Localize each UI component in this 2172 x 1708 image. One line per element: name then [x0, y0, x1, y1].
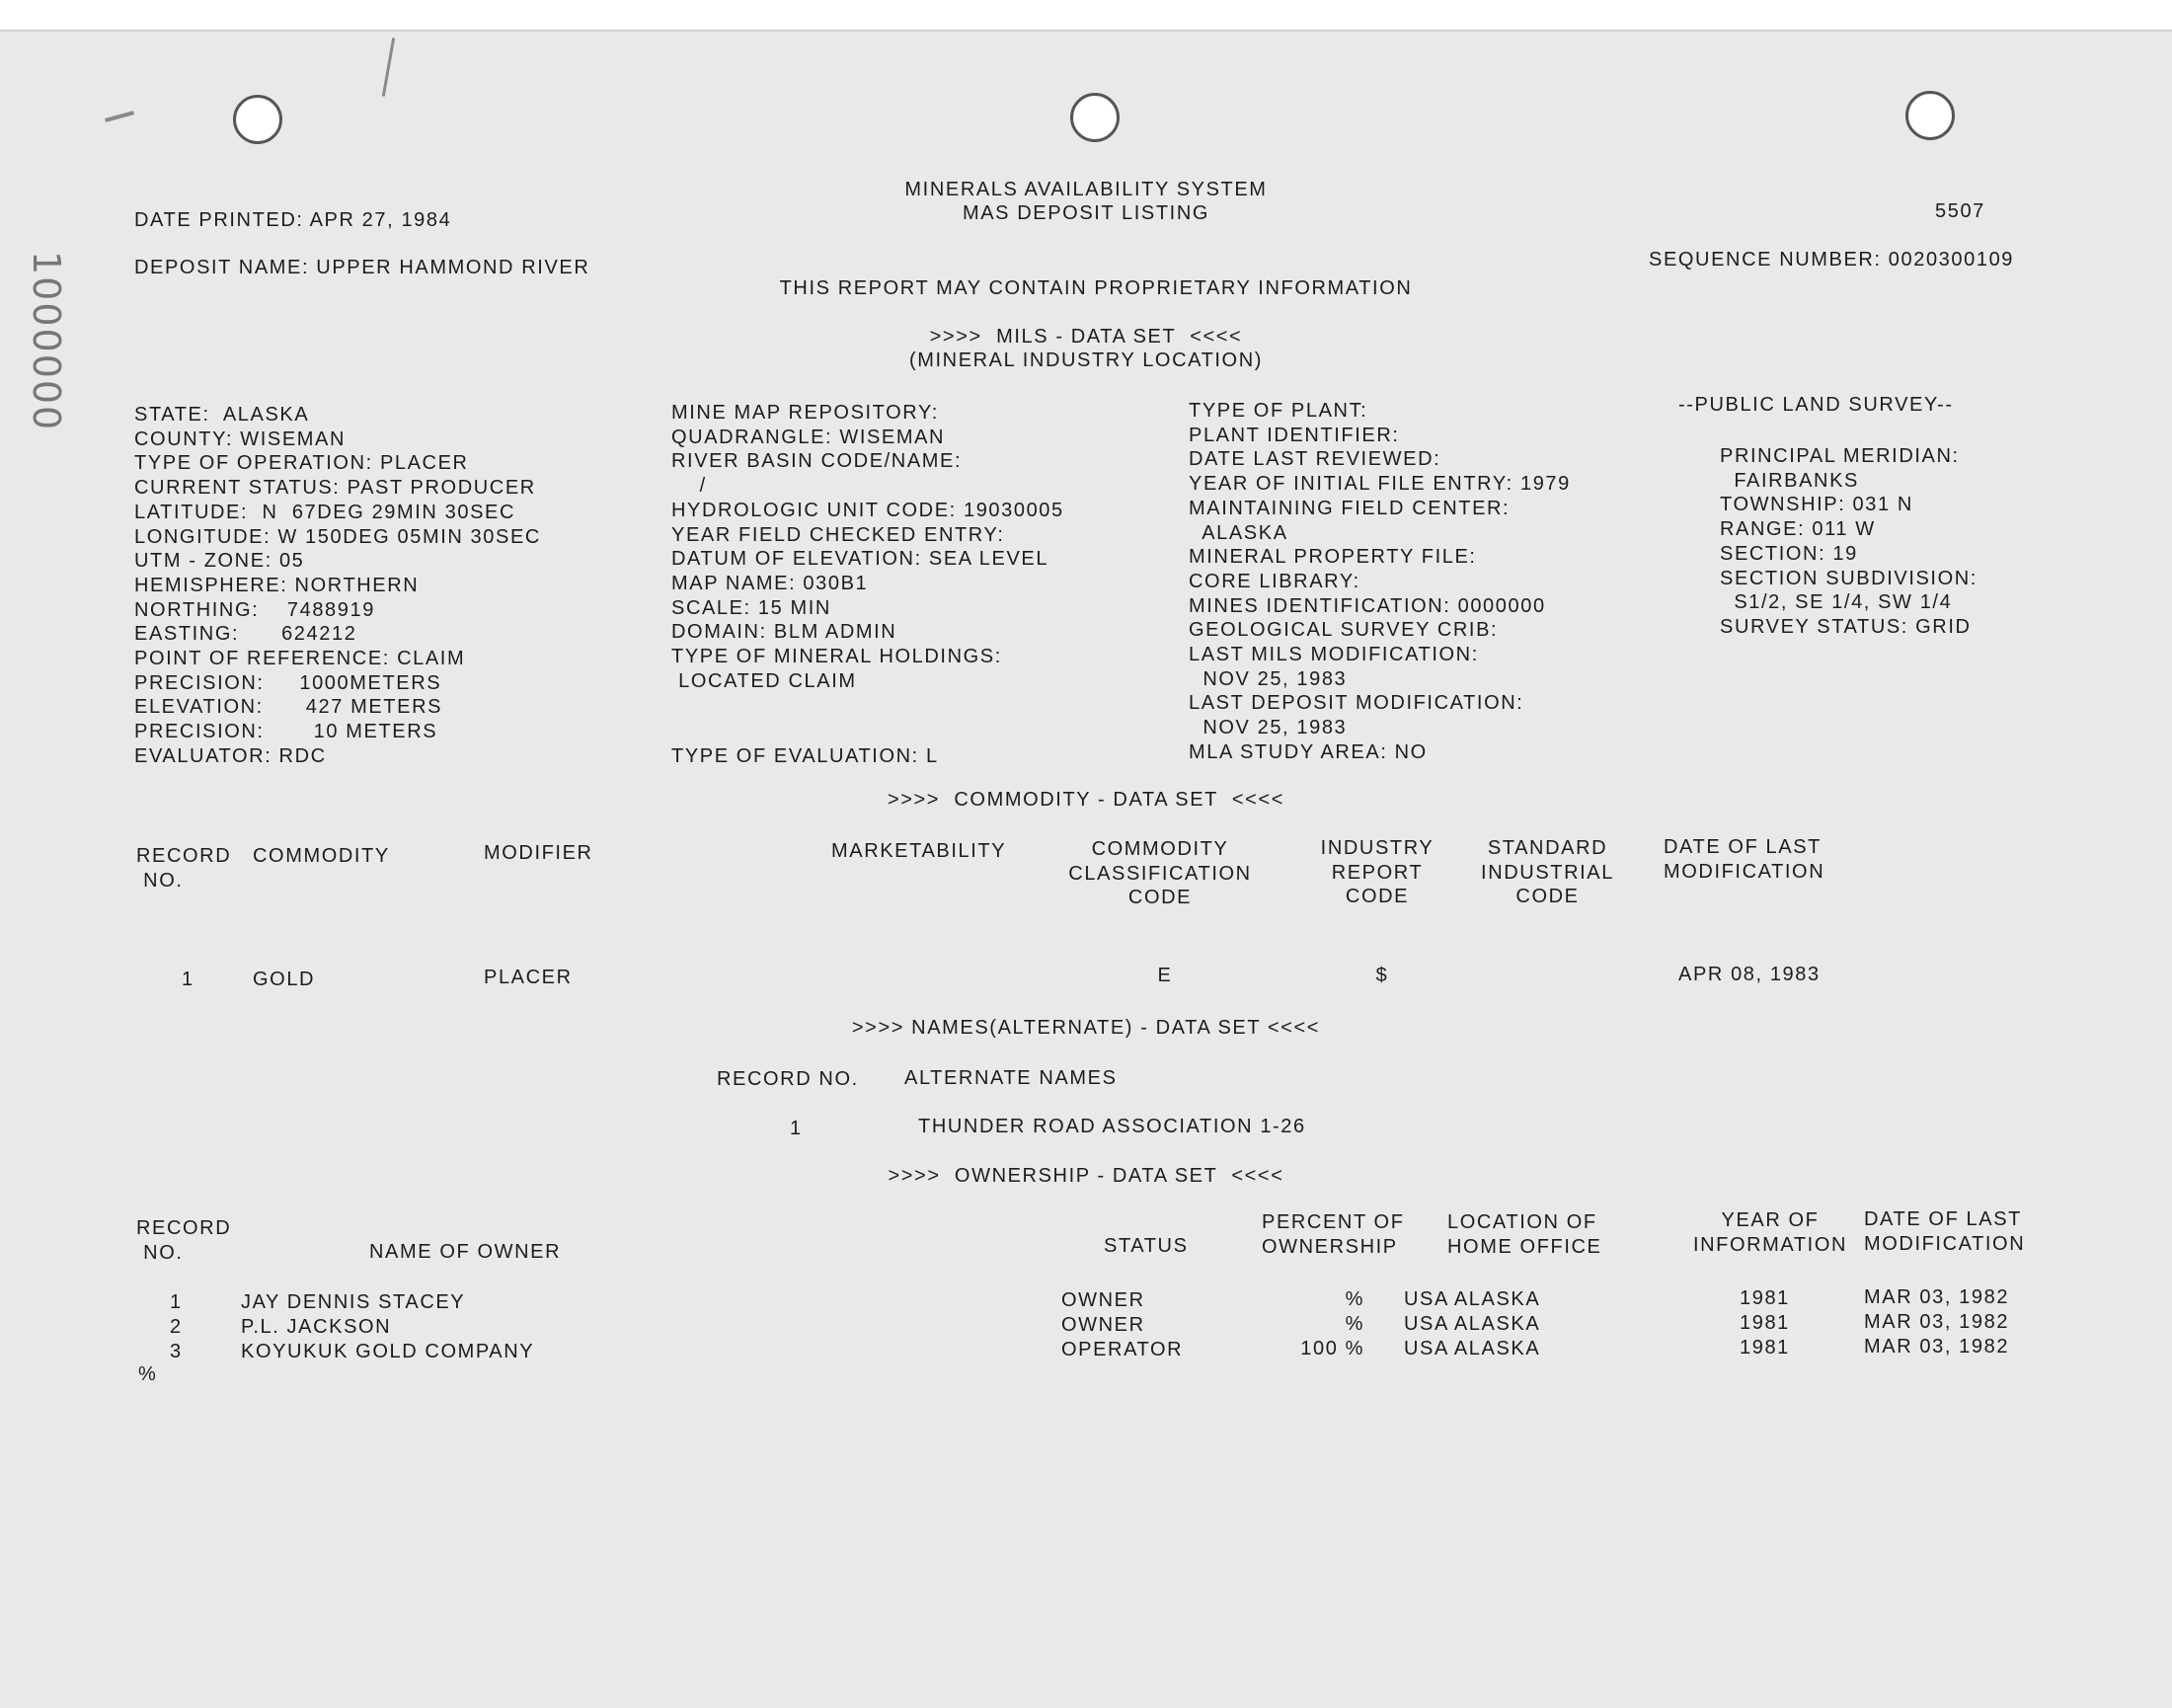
commodity-header-marketability: MARKETABILITY: [831, 840, 1007, 862]
owner-name: KOYUKUK GOLD COMPANY: [241, 1341, 535, 1362]
owner-percent: %: [1345, 1288, 1364, 1310]
mils-field: LATITUDE: N 67DEG 29MIN 30SEC: [134, 501, 515, 523]
ownership-header-name: NAME OF OWNER: [369, 1241, 562, 1263]
system-title: MINERALS AVAILABILITY SYSTEM: [904, 179, 1268, 200]
mils-field: EASTING: 624212: [134, 623, 357, 646]
deposit-name: DEPOSIT NAME: UPPER HAMMOND RIVER: [134, 257, 590, 278]
mils-field: MINE MAP REPOSITORY:: [671, 402, 939, 424]
listing-trailer: %: [138, 1363, 158, 1385]
ownership-heading: >>>> OWNERSHIP - DATA SET <<<<: [888, 1165, 1284, 1187]
names-header-alternate: ALTERNATE NAMES: [904, 1067, 1118, 1089]
commodity-header-record: RECORD NO.: [136, 845, 232, 892]
mils-field: HYDROLOGIC UNIT CODE: 19030005: [671, 499, 1064, 521]
mils-field: PRECISION: 10 METERS: [134, 721, 438, 743]
mils-field: COUNTY: WISEMAN: [134, 427, 347, 450]
commodity-header-modifier: MODIFIER: [484, 842, 593, 864]
owner-name: JAY DENNIS STACEY: [241, 1291, 466, 1313]
commodity-record-no: 1: [182, 969, 194, 990]
mils-field: MINERAL PROPERTY FILE:: [1189, 546, 1477, 569]
mils-field: LAST MILS MODIFICATION:: [1189, 644, 1479, 665]
ownership-record-no: 2: [170, 1316, 183, 1338]
mils-field: ALASKA: [1189, 521, 1288, 544]
commodity-classification-code: E: [1157, 965, 1173, 986]
mils-subheading: (MINERAL INDUSTRY LOCATION): [908, 349, 1264, 371]
names-header-record: RECORD NO.: [717, 1068, 859, 1090]
ownership-header-status: STATUS: [1104, 1235, 1189, 1257]
commodity-heading: >>>> COMMODITY - DATA SET <<<<: [887, 789, 1285, 811]
ownership-header-location: LOCATION OF HOME OFFICE: [1447, 1211, 1602, 1258]
punch-hole-center: [1070, 93, 1120, 142]
pen-mark-left: [105, 111, 134, 122]
mils-field: TOWNSHIP: 031 N: [1720, 494, 1913, 516]
mils-field: SURVEY STATUS: GRID: [1720, 615, 1972, 638]
public-land-survey-heading: --PUBLIC LAND SURVEY--: [1678, 394, 1954, 416]
printout-page: [0, 30, 2172, 1708]
mils-field: LONGITUDE: W 150DEG 05MIN 30SEC: [134, 525, 541, 548]
owner-year: 1981: [1740, 1337, 1790, 1359]
mils-field: /: [671, 475, 707, 498]
alternate-name: THUNDER ROAD ASSOCIATION 1-26: [918, 1116, 1306, 1137]
page-number: 5507: [1935, 200, 1985, 222]
owner-percent: %: [1345, 1313, 1364, 1335]
commodity-name: GOLD: [253, 969, 316, 990]
mils-field: STATE: ALASKA: [134, 404, 310, 426]
mils-field: TYPE OF OPERATION: PLACER: [134, 452, 469, 475]
mils-field: MAP NAME: 030B1: [671, 572, 869, 594]
owner-location: USA ALASKA: [1404, 1288, 1541, 1310]
commodity-industry-code: $: [1375, 965, 1389, 986]
owner-date: MAR 03, 1982: [1864, 1336, 2010, 1358]
mils-field: MAINTAINING FIELD CENTER:: [1189, 497, 1511, 519]
mils-field: DATE LAST REVIEWED:: [1189, 448, 1441, 471]
mils-field: LAST DEPOSIT MODIFICATION:: [1189, 692, 1524, 715]
mils-field: DOMAIN: BLM ADMIN: [671, 621, 897, 644]
mils-heading: >>>> MILS - DATA SET <<<<: [929, 326, 1243, 348]
sequence-number: SEQUENCE NUMBER: 0020300109: [1649, 249, 2015, 271]
owner-year: 1981: [1740, 1312, 1790, 1334]
owner-status: OWNER: [1061, 1289, 1145, 1311]
owner-name: P.L. JACKSON: [241, 1316, 392, 1338]
mils-field: EVALUATOR: RDC: [134, 744, 327, 767]
mils-field: QUADRANGLE: WISEMAN: [671, 426, 946, 448]
owner-date: MAR 03, 1982: [1864, 1311, 2010, 1333]
commodity-header-industry-code: INDUSTRY REPORT CODE: [1320, 837, 1435, 908]
commodity-header-sic: STANDARD INDUSTRIAL CODE: [1481, 837, 1614, 908]
mils-field: CORE LIBRARY:: [1189, 570, 1360, 592]
mils-field: NORTHING: 7488919: [134, 598, 375, 621]
ownership-header-record: RECORD NO.: [136, 1217, 232, 1264]
mils-field: ELEVATION: 427 METERS: [134, 696, 443, 719]
mils-field: TYPE OF PLANT:: [1189, 400, 1368, 422]
pen-mark-top: [382, 38, 395, 97]
mils-field: POINT OF REFERENCE: CLAIM: [134, 648, 466, 669]
ownership-header-date: DATE OF LAST MODIFICATION: [1864, 1208, 2026, 1255]
owner-location: USA ALASKA: [1404, 1313, 1541, 1335]
mils-field: SECTION: 19: [1720, 542, 1858, 565]
mils-field: YEAR FIELD CHECKED ENTRY:: [671, 523, 1005, 546]
owner-status: OWNER: [1061, 1314, 1145, 1336]
mils-field: DATUM OF ELEVATION: SEA LEVEL: [671, 548, 1049, 571]
mils-field: UTM - ZONE: 05: [134, 550, 305, 573]
commodity-header-date: DATE OF LAST MODIFICATION: [1664, 836, 1825, 883]
owner-status: OPERATOR: [1061, 1339, 1184, 1360]
mils-field: FAIRBANKS: [1720, 469, 1859, 492]
mils-field: PLANT IDENTIFIER:: [1189, 424, 1400, 446]
mils-field: GEOLOGICAL SURVEY CRIB:: [1189, 619, 1499, 642]
margin-stamp: 1000000: [25, 251, 68, 432]
ownership-header-year: YEAR OF INFORMATION: [1692, 1209, 1848, 1256]
mils-field: MLA STUDY AREA: NO: [1189, 740, 1428, 763]
mils-field: S1/2, SE 1/4, SW 1/4: [1720, 591, 1953, 614]
listing-title: MAS DEPOSIT LISTING: [962, 202, 1210, 224]
commodity-header-commodity: COMMODITY: [253, 845, 390, 867]
date-printed: DATE PRINTED: APR 27, 1984: [134, 209, 452, 231]
commodity-date: APR 08, 1983: [1678, 964, 1821, 985]
punch-hole-right: [1905, 91, 1955, 140]
ownership-record-no: 3: [170, 1341, 183, 1362]
owner-year: 1981: [1740, 1287, 1790, 1309]
commodity-header-classification: COMMODITY CLASSIFICATION CODE: [1068, 838, 1252, 909]
mils-field: HEMISPHERE: NORTHERN: [134, 574, 420, 596]
mils-field: NOV 25, 1983: [1189, 667, 1348, 690]
mils-field: SCALE: 15 MIN: [671, 596, 831, 619]
owner-percent: 100 %: [1300, 1338, 1364, 1359]
mils-field: PRINCIPAL MERIDIAN:: [1720, 445, 1960, 467]
mils-type-of-evaluation: TYPE OF EVALUATION: L: [671, 745, 939, 767]
names-record-no: 1: [790, 1118, 803, 1139]
mils-field: TYPE OF MINERAL HOLDINGS:: [671, 646, 1002, 667]
mils-field: YEAR OF INITIAL FILE ENTRY: 1979: [1189, 473, 1571, 496]
mils-field: RIVER BASIN CODE/NAME:: [671, 450, 963, 473]
mils-field: NOV 25, 1983: [1189, 717, 1348, 739]
commodity-modifier: PLACER: [484, 967, 573, 988]
punch-hole-left: [233, 95, 282, 144]
mils-field: SECTION SUBDIVISION:: [1720, 567, 1978, 589]
mils-field: CURRENT STATUS: PAST PRODUCER: [134, 477, 536, 500]
mils-field: MINES IDENTIFICATION: 0000000: [1189, 594, 1546, 617]
mils-field: PRECISION: 1000METERS: [134, 671, 442, 694]
mils-field: LOCATED CLAIM: [671, 669, 857, 692]
mils-field: RANGE: 011 W: [1720, 518, 1876, 541]
proprietary-notice: THIS REPORT MAY CONTAIN PROPRIETARY INFORMATION: [779, 277, 1413, 299]
ownership-record-no: 1: [170, 1291, 183, 1313]
owner-location: USA ALASKA: [1404, 1338, 1541, 1359]
owner-date: MAR 03, 1982: [1864, 1286, 2010, 1308]
ownership-header-percent: PERCENT OF OWNERSHIP: [1262, 1211, 1405, 1258]
names-heading: >>>> NAMES(ALTERNATE) - DATA SET <<<<: [851, 1017, 1321, 1039]
